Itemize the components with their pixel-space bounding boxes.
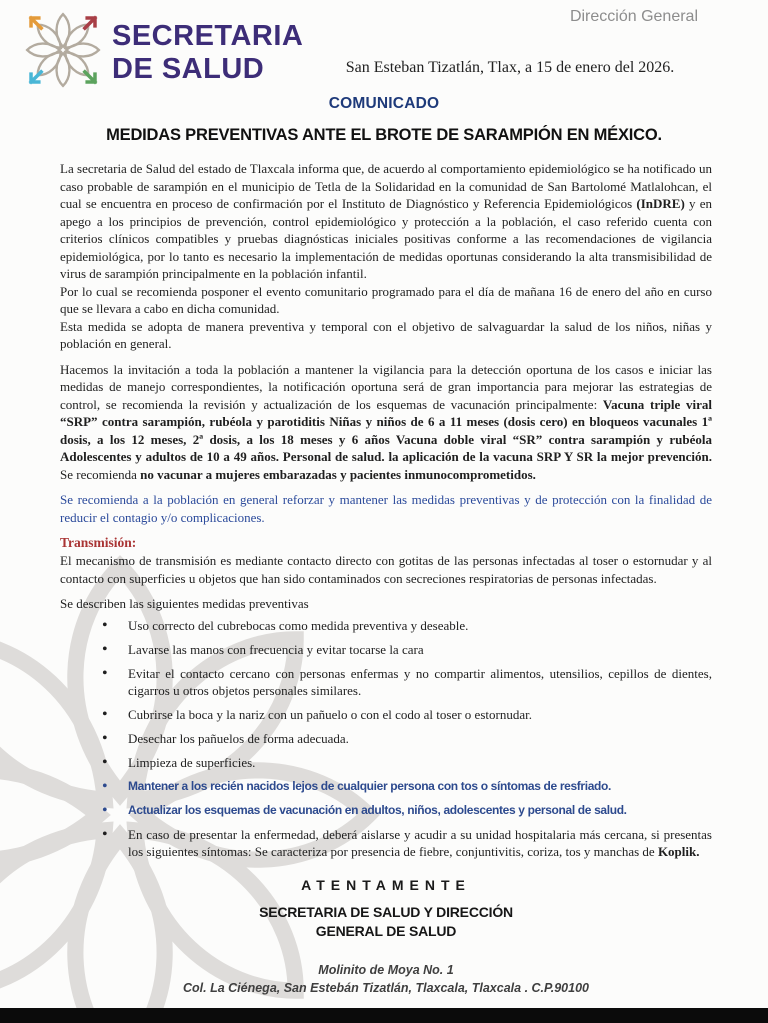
- transmission-heading: Transmisión:: [60, 535, 137, 550]
- bullet-text: Cubrirse la boca y la nariz con un pañuelo o con el codo al toser o estornudar.: [128, 706, 532, 722]
- paragraph-temporary-measure: Esta medida se adopta de manera preventiva y temporal con el objetivo de salvaguardar la salud de los niños, niñas y población en general.: [60, 318, 712, 351]
- bullet-text: Evitar el contacto cercano con personas enfermas y no compartir alimentos, utensilios, cepillos de dientes, cigarros u otros objetos personales similares.: [128, 665, 712, 698]
- bullet-item-clean-surfaces: [102, 754, 712, 772]
- address-block: [60, 961, 712, 997]
- measures-intro: Se describen las siguientes medidas preventivas: [60, 596, 309, 611]
- paragraph-notification: La secretaria de Salud del estado de Tlaxcala informa que, de acuerdo al comportamiento epidemiológico se ha notificado un caso probable de sarampión en el municipio de Tetla de la Solidaridad en la comunidad de San Bartolomé Matlalohcan, el cual se encuentra en proceso de confirmación por el Instituto de Diagnóstico y Referencia Epidemiológicos (InDRE) y en apego a los principios de prevención, control epidemiológico y protección a la población, el caso referido cuenta con criterios clínicos compatibles y pruebas diagnósticas iniciales positivas conforme a las recomendaciones de vigilancia epidemiológica, por lo tanto es necesario la implementación de medidas oportunas considerando la alta transmisibilidad de virus de sarampión principalmente en la población infantil.: [60, 161, 712, 281]
- bullet-icon: [102, 778, 128, 796]
- bullet-icon: [102, 730, 128, 748]
- paragraph-postpone-event: Por lo cual se recomienda posponer el evento comunitario programado para el día de mañana 16 de enero del año en curso que se llevara a cabo en dicha comunidad.: [60, 283, 712, 316]
- address-line1: Molinito de Moya No. 1: [318, 962, 454, 977]
- bullet-icon: [102, 617, 128, 635]
- bottom-black-bar: [0, 1008, 768, 1023]
- bullet-item-handwash: [102, 641, 712, 659]
- bullet-text: En caso de presentar la enfermedad, deberá aislarse y acudir a su unidad hospitalaria más cercana, si presentas los siguientes síntomas: Se caracteriza por presencia de fiebre, conjuntivitis, coriza, tos y manchas de Koplik.: [128, 826, 712, 859]
- bullet-icon: [102, 665, 128, 700]
- bullet-item-symptoms: [102, 826, 712, 861]
- bullet-item-newborns: [102, 778, 712, 796]
- paragraph-vaccination-scheme: Hacemos la invitación a toda la población a mantener la vigilancia para la detección oportuna de los casos e iniciar las medidas de manejo correspondientes, la notificación oportuna será de gran importancia para mejorar las estrategias de control, se recomienda la revisión y actualización de los esquemas de vacunación principalmente: Vacuna triple viral “SRP” contra sarampión, rubéola y parotiditis Niñas y niños de 6 a 11 meses (dosis cero) en bloqueos vacunales 1ª dosis, a los 12 meses, 2ª dosis, a los 18 meses y 6 años Vacuna doble viral “SR” contra sarampión y rubéola Adolescentes y adultos de 10 a 49 años. Personal de salud. la aplicación de la vacuna SRP Y SR la mejor prevención. Se recomienda no vacunar a mujeres embarazadas y pacientes inmunocomprometidos.: [60, 361, 712, 482]
- document-title: MEDIDAS PREVENTIVAS ANTE EL BROTE DE SARAMPIÓN EN MÉXICO.: [106, 126, 662, 144]
- bullet-icon: [102, 706, 128, 724]
- bullet-icon: [102, 802, 128, 820]
- preventive-measures-list: [60, 617, 712, 861]
- document-body: [60, 160, 712, 997]
- signature-line1: SECRETARIA DE SALUD Y DIRECCIÓN: [259, 903, 513, 920]
- bullet-item-mask: [102, 617, 712, 635]
- brand-line1: SECRETARIA: [112, 20, 304, 52]
- comunicado-heading: COMUNICADO: [328, 95, 440, 112]
- bullet-text: Mantener a los recién nacidos lejos de cualquier persona con tos o síntomas de resfriado.: [128, 778, 611, 793]
- bullet-text: Limpieza de superficies.: [128, 754, 256, 770]
- signature-block: [60, 903, 712, 941]
- bullet-item-dispose-tissues: [102, 730, 712, 748]
- bullet-item-cover-mouth: [102, 706, 712, 724]
- bullet-item-update-vaccines: [102, 802, 712, 820]
- bullet-text: Actualizar los esquemas de vacunación en adultos, niños, adolescentes y personal de salud.: [128, 802, 627, 817]
- closing-atentamente: ATENTAMENTE: [301, 876, 471, 893]
- bullet-icon: [102, 754, 128, 772]
- secretaria-salud-logo-icon: [24, 10, 102, 90]
- bullet-icon: [102, 826, 128, 861]
- brand-line2: DE SALUD: [112, 53, 265, 85]
- bullet-text: Desechar los pañuelos de forma adecuada.: [128, 730, 349, 746]
- signature-line2: GENERAL DE SALUD: [315, 922, 457, 939]
- paragraph-transmission: El mecanismo de transmisión es mediante contacto directo con gotitas de las personas infectadas al toser o estornudar y al contacto con superficies u objetos que han sido contaminados con secreciones respiratorias de personas infectadas.: [60, 553, 712, 586]
- address-line2: Col. La Ciénega, San Estebán Tizatlán, Tlaxcala, Tlaxcala . C.P.90100: [183, 980, 589, 995]
- bullet-item-avoid-contact: [102, 665, 712, 700]
- paragraph-advisory: Se recomienda a la población en general reforzar y mantener las medidas preventivas y de protección con la finalidad de reducir el contagio y/o complicaciones.: [60, 492, 712, 525]
- bullet-text: Lavarse las manos con frecuencia y evitar tocarse la cara: [128, 641, 424, 657]
- bullet-icon: [102, 641, 128, 659]
- direccion-general-label: Dirección General: [569, 8, 698, 25]
- bullet-text: Uso correcto del cubrebocas como medida preventiva y deseable.: [128, 617, 469, 633]
- dateline: San Esteban Tizatlán, Tlax, a 15 de enero del 2026.: [345, 59, 675, 76]
